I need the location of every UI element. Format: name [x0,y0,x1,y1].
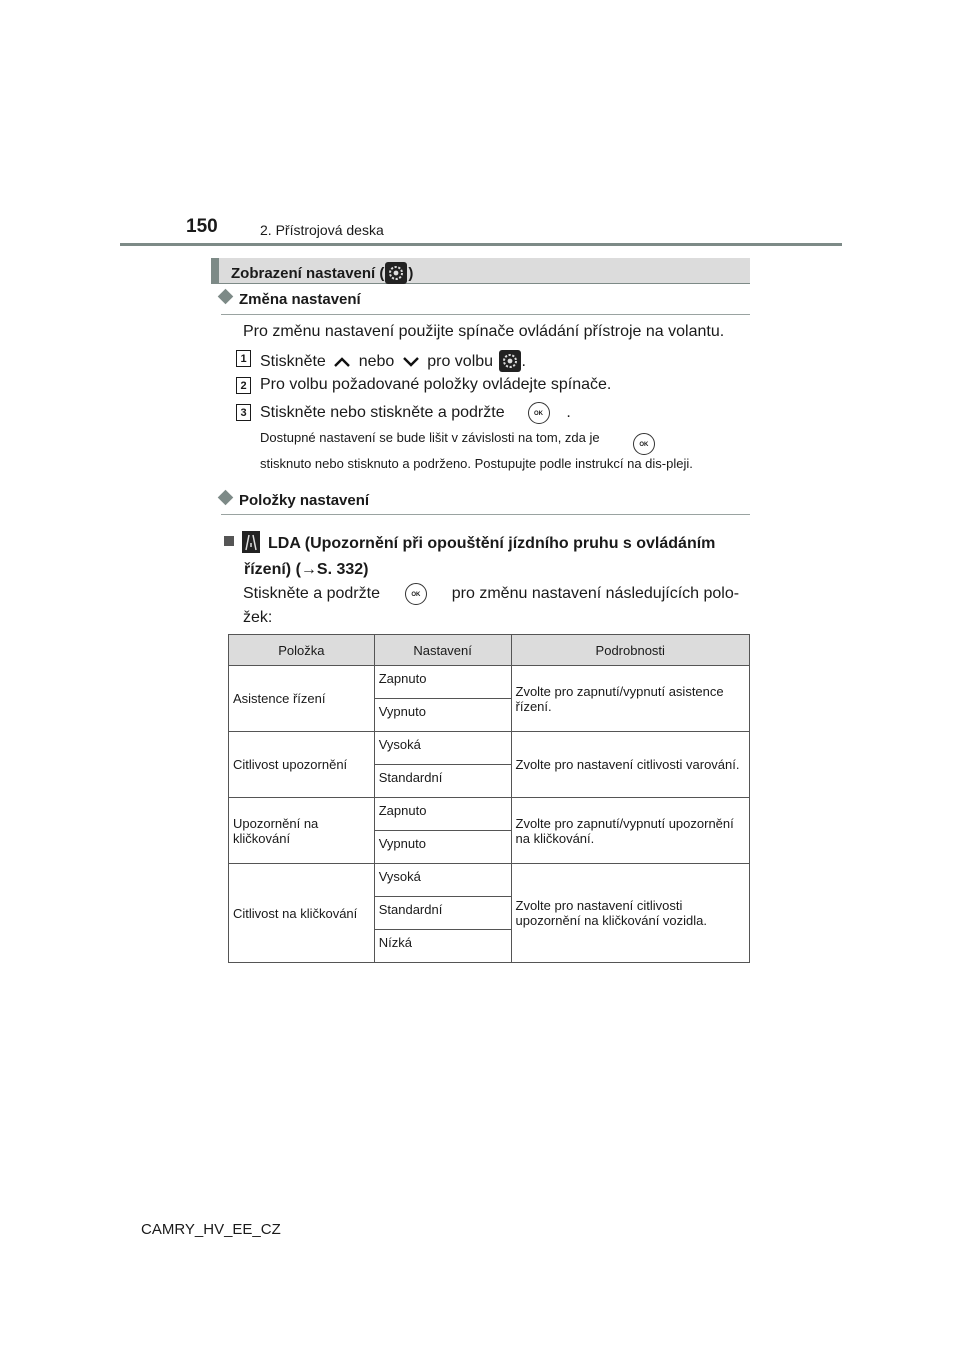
table-row [229,798,750,831]
ok-button-icon: OK [528,402,550,424]
table-header-row [229,635,750,666]
change-settings-heading-text: Změna nastavení [239,291,361,308]
table-header-details: Podrobnosti [511,635,750,666]
table-cell-item: Asistence řízení [229,666,375,732]
table-cell-setting: Standardní [374,765,511,798]
step-2-text: Pro volbu požadované položky ovládejte spínače. [260,376,612,393]
change-note: Dostupné nastavení se bude lišit v závislosti na tom, zda je OK stisknuto nebo stisknuto a podrženo. Postupujte podle instrukcí na dis-pleji. [260,430,693,471]
diamond-bullet-icon [218,490,234,506]
table-cell-item: Citlivost na kličkování [229,864,375,963]
settings-table [228,634,750,963]
table-row [229,666,750,699]
step-1-number: 1 [236,350,251,367]
lda-description: Stiskněte a podržte OK pro změnu nastavení následujících polo- žek: [243,582,739,630]
table-cell-setting: Nízká [374,930,511,963]
items-heading [217,492,369,509]
table-header-setting: Nastavení [374,635,511,666]
step-3-number: 3 [236,404,251,421]
header-divider [120,243,842,246]
diamond-bullet-icon [218,289,234,305]
table-cell-setting: Standardní [374,897,511,930]
ok-button-icon: OK [405,583,427,605]
table-cell-setting: Vypnuto [374,831,511,864]
lda-icon [242,531,260,553]
section-title-text: Zobrazení nastavení ( [231,265,385,282]
table-cell-details: Zvolte pro zapnutí/vypnutí asistence řízení. [511,666,750,732]
settings-gear-icon [499,350,521,372]
table-cell-item: Upozornění na kličkování [229,798,375,864]
section-header [211,258,750,284]
change-settings-divider [221,314,750,315]
step-3-text: Stiskněte nebo stiskněte a podržte OK . [260,402,571,424]
items-divider [221,514,750,515]
change-intro: Pro změnu nastavení použijte spínače ovládání přístroje na volantu. [243,323,725,340]
table-cell-setting: Vysoká [374,864,511,897]
items-heading-text: Položky nastavení [239,492,370,509]
table-row [229,864,750,897]
square-bullet-icon [224,536,234,546]
section-title-close: ) [408,265,414,282]
page-number: 150 [186,216,218,237]
ok-button-icon: OK [633,433,655,455]
step-2-number: 2 [236,377,251,394]
settings-gear-icon [385,262,407,284]
change-settings-heading [217,291,361,308]
table-cell-setting: Zapnuto [374,798,511,831]
table-cell-details: Zvolte pro zapnutí/vypnutí upozornění na kličkování. [511,798,750,864]
chevron-down-icon [399,355,423,369]
table-cell-setting: Zapnuto [374,666,511,699]
step-1-text: Stiskněte nebo pro volbu . [260,350,526,372]
table-header-item: Položka [229,635,375,666]
table-cell-details: Zvolte pro nastavení citlivosti varování. [511,732,750,798]
table-cell-setting: Vypnuto [374,699,511,732]
chapter-title: 2. Přístrojová deska [260,222,384,238]
document-code: CAMRY_HV_EE_CZ [141,1221,281,1238]
chevron-up-icon [330,355,354,369]
table-cell-item: Citlivost upozornění [229,732,375,798]
table-cell-setting: Vysoká [374,732,511,765]
section-title [231,262,413,284]
table-cell-details: Zvolte pro nastavení citlivosti upozornění na kličkování vozidla. [511,864,750,963]
table-row [229,732,750,765]
lda-heading: LDA (Upozornění při opouštění jízdního pruhu s ovládáním řízení) (→S. 332) [224,531,715,583]
